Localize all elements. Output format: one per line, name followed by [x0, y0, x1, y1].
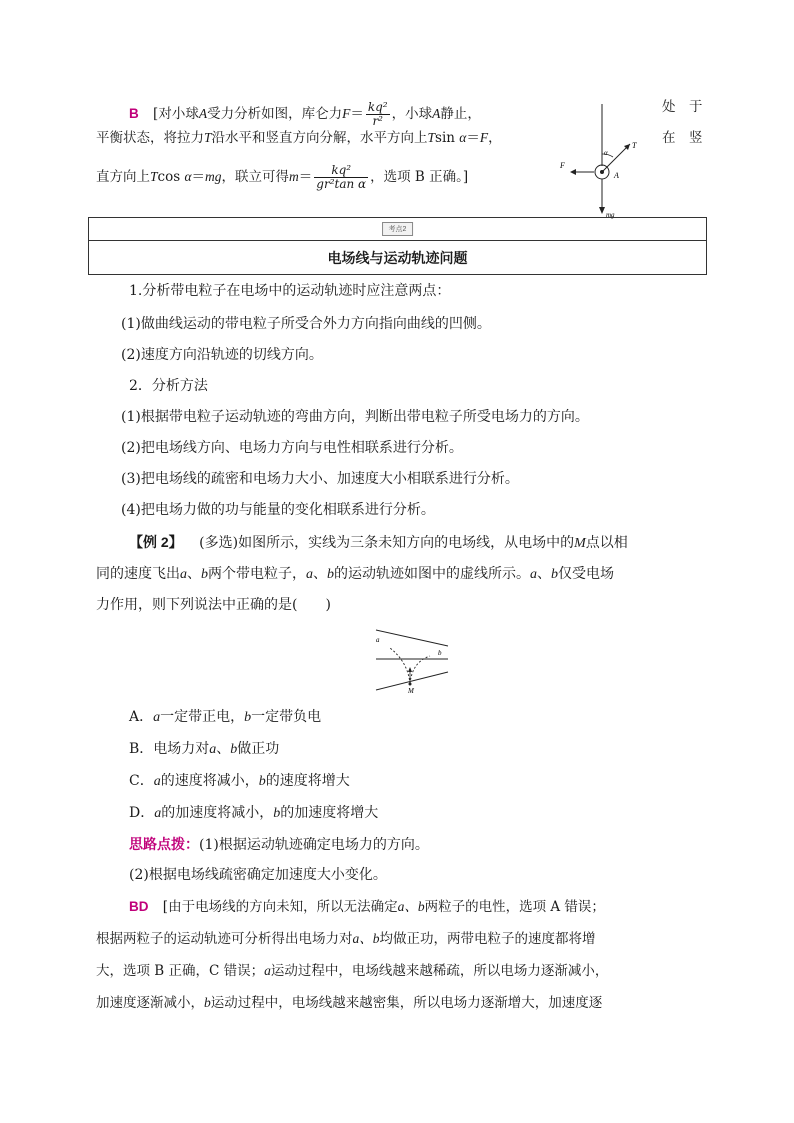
var: b — [327, 567, 334, 582]
text: 一定带正电， — [160, 709, 245, 725]
example2-label: 【例 2】 — [129, 534, 183, 550]
text: 沿水平和竖直方向分解，水平方向上 — [211, 130, 428, 146]
text: 点以相 — [585, 535, 628, 551]
var: α — [459, 130, 467, 145]
hint-line2: (2)根据电场线疏密确定加速度大小变化。 — [129, 867, 387, 883]
point-2-2: (2)把电场线方向、电场力方向与电性相联系进行分析。 — [121, 440, 463, 456]
text: 大，选项 B 正确，C 错误； — [96, 963, 265, 979]
answer1-right1: 处 于 — [662, 99, 703, 115]
text: 、 — [187, 566, 201, 582]
field-lines-diagram — [370, 626, 454, 694]
label-mg: mg — [606, 211, 615, 219]
var: F — [479, 130, 489, 145]
text: ， — [488, 130, 502, 146]
var: M — [574, 536, 586, 551]
var: a — [180, 567, 187, 582]
option-B[interactable] — [129, 739, 279, 760]
label-a: a — [376, 636, 380, 644]
frac-den: gr²tan α — [316, 177, 367, 191]
frac-num: kq² — [314, 164, 368, 178]
var: A — [432, 106, 441, 121]
text: 直方向上 — [96, 169, 150, 185]
point-1-1: (1)做曲线运动的带电粒子所受合外力方向指向曲线的凹侧。 — [121, 316, 491, 332]
topic-tag-row — [89, 218, 706, 241]
text: A． — [129, 709, 154, 725]
label-b: b — [438, 649, 442, 657]
text: 加速度逐渐减小， — [96, 995, 204, 1011]
text: (多选)如图所示，实线为三条未知方向的电场线，从电场中的 — [199, 535, 575, 551]
force-diagram — [558, 104, 658, 220]
text: 仅受电场 — [558, 566, 614, 582]
text: D． — [129, 805, 155, 821]
var: a、b — [397, 899, 425, 914]
answer1-right2: 在 竖 — [662, 130, 703, 146]
text: 静止， — [440, 106, 481, 122]
text: 两个带电粒子， — [208, 566, 306, 582]
var: mg — [205, 169, 222, 184]
frac-num: kq² — [367, 100, 388, 114]
trajectory-a — [390, 648, 410, 684]
option-C[interactable] — [129, 771, 350, 792]
label-A: A — [614, 171, 619, 180]
var: a — [153, 774, 161, 789]
label-T: T — [632, 141, 637, 150]
point-M — [409, 683, 412, 686]
mass-fraction — [314, 164, 368, 191]
answer2-letter: BD — [129, 899, 149, 914]
coulomb-arrowhead — [570, 169, 576, 175]
text: 平衡状态，将拉力 — [96, 130, 204, 146]
text: 的加速度将减小， — [161, 805, 274, 821]
var: a — [264, 963, 271, 978]
point-1-2: (2)速度方向沿轨迹的切线方向。 — [121, 347, 323, 363]
option-A[interactable] — [129, 707, 321, 728]
point-2-4: (4)把电场力做的功与能量的变化相联系进行分析。 — [121, 502, 435, 518]
text: 受力分析如图，库仑力 — [207, 106, 343, 122]
text: C． — [129, 773, 154, 789]
hint-line1 — [129, 834, 429, 855]
text: [对小球 — [153, 106, 199, 122]
text: ，联立可得 — [221, 169, 290, 185]
trajectory-b — [410, 656, 430, 684]
point-1: 1.分析带电粒子在电场中的运动轨迹时应注意两点： — [129, 283, 451, 299]
text: ， — [391, 106, 406, 122]
gravity-arrowhead — [599, 207, 605, 214]
var: b — [201, 567, 208, 582]
example2-line2 — [96, 564, 614, 585]
topic-title: 电场线与运动轨迹问题 — [327, 250, 468, 266]
var: a — [153, 710, 161, 725]
text: 做正功 — [237, 741, 280, 757]
text: 、 — [216, 741, 231, 757]
var: T — [150, 169, 158, 184]
text: 两粒子的电性，选项 A 错误； — [424, 899, 605, 915]
answer1-line1: B [对小球A受力分析如图，库仑力F＝ $\frac{\text{kq²}}{\text{r²}}$ ，小球A静止， — [129, 100, 481, 128]
text: 一定带负电 — [251, 709, 322, 725]
label-alpha: α — [604, 149, 608, 157]
var: a、b — [352, 931, 380, 946]
text: 同的速度飞出 — [96, 566, 180, 582]
text: 、 — [313, 566, 327, 582]
answer1-line2 — [96, 128, 502, 148]
ball-center — [600, 170, 604, 174]
option-D[interactable] — [129, 803, 378, 824]
text: B．电场力对 — [129, 741, 210, 757]
var: T — [204, 130, 212, 145]
topic-header — [88, 217, 707, 275]
text: ＝ — [466, 130, 480, 146]
var: T — [427, 130, 436, 145]
var: a — [209, 742, 217, 757]
var: b — [230, 742, 238, 757]
text: ，选项 B 正确。] — [370, 169, 469, 185]
answer1-line3 — [96, 164, 468, 191]
label-M: M — [408, 687, 414, 694]
point-2: 2．分析方法 — [129, 378, 208, 394]
answer2-line2 — [96, 929, 596, 949]
hint-label: 思路点拨： — [129, 836, 199, 852]
text: sin — [435, 130, 455, 146]
label-F: F — [560, 161, 565, 170]
field-line-top — [376, 630, 448, 646]
frac-den: r² — [372, 114, 383, 128]
answer2-line4 — [96, 993, 602, 1013]
example2-line3: 力作用，则下列说法中正确的是( ) — [96, 597, 331, 613]
text: 运动过程中，电场线越来越密集，所以电场力逐渐增大，加速度逐 — [210, 995, 603, 1011]
point-2-3: (3)把电场线的疏密和电场力大小、加速度大小相联系进行分析。 — [121, 471, 519, 487]
var: α — [184, 169, 192, 184]
var: b — [551, 567, 558, 582]
var: b — [273, 806, 281, 821]
text: 的速度将增大 — [265, 773, 350, 789]
answer2-line3 — [96, 961, 608, 981]
text: (1)根据运动轨迹确定电场力的方向。 — [199, 837, 429, 853]
var: a — [530, 567, 537, 582]
text: 根据两粒子的运动轨迹可分析得出电场力对 — [96, 931, 353, 947]
text: 、 — [537, 566, 551, 582]
var: b — [244, 710, 252, 725]
var: m — [289, 169, 299, 184]
topic-badge: 考点2 — [382, 222, 414, 236]
var: a — [154, 806, 162, 821]
var: A — [198, 106, 208, 121]
text: 均做正功，两带电粒子的速度都将增 — [379, 931, 596, 947]
text: 的速度将减小， — [160, 773, 259, 789]
point-2-1: (1)根据带电粒子运动轨迹的弯曲方向，判断出带电粒子所受电场力的方向。 — [121, 409, 589, 425]
var: b — [258, 774, 266, 789]
text: 运动过程中，电场线越来越稀疏，所以电场力逐渐减小， — [270, 963, 609, 979]
text: ＝ — [191, 169, 206, 185]
text: ＝ — [298, 169, 313, 185]
var: a — [306, 567, 313, 582]
answer1-letter: B — [129, 106, 139, 121]
var: b — [204, 995, 211, 1010]
answer2-line1 — [129, 897, 605, 917]
text: 的加速度将增大 — [280, 805, 379, 821]
velocity-arrowhead — [408, 667, 412, 672]
coulomb-fraction — [366, 101, 390, 128]
text: cos — [157, 169, 181, 185]
example2-line1 — [129, 532, 628, 554]
text: [由于电场线的方向未知，所以无法确定 — [162, 899, 398, 915]
text: 小球 — [405, 106, 433, 122]
var: F — [342, 106, 351, 121]
text: 的运动轨迹如图中的虚线所示。 — [334, 566, 530, 582]
